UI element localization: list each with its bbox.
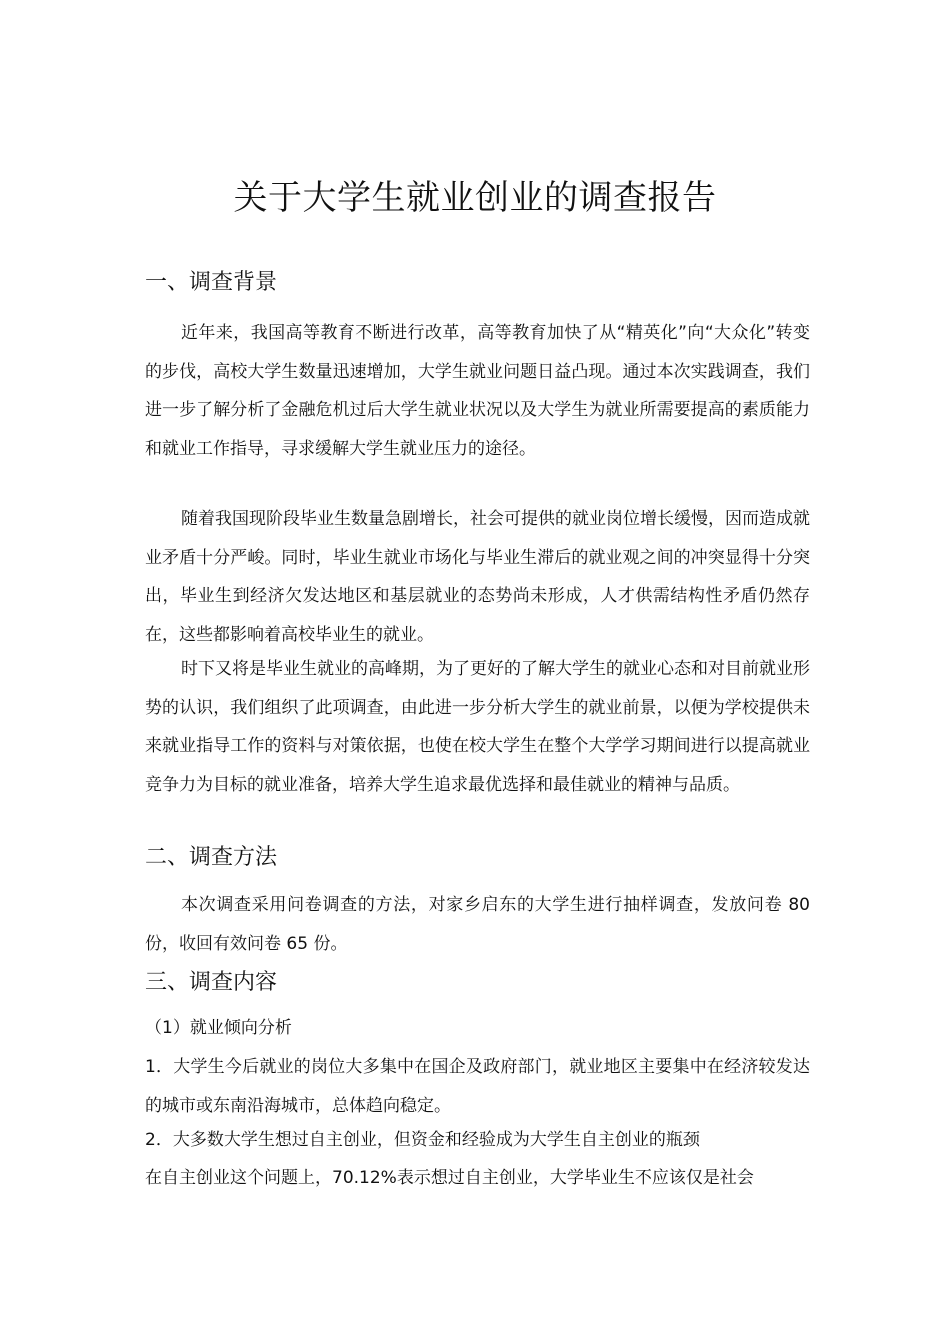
paragraph-background-3: 时下又将是毕业生就业的高峰期，为了更好的了解大学生的就业心态和对目前就业形势的认识，我们组织了此项调查，由此进一步分析大学生的就业前景，以便为学校提供未来就业指导工作的资料与对策依据，也使在校大学生在整个大学学习期间进行以提高就业竞争力为目标的就业准备，培养大学生追求最优选择和最佳就业的精神与品质。 [145, 659, 810, 795]
section-heading-method: 二、调查方法 [145, 845, 278, 870]
document-title: 关于大学生就业创业的调查报告 [233, 177, 717, 218]
paragraph-background-1: 近年来，我国高等教育不断进行改革，高等教育加快了从“精英化”向“大众化”转变的步伐，高校大学生数量迅速增加，大学生就业问题日益凸现。通过本次实践调查，我们进一步了解分析了金融危机过后大学生就业状况以及大学生为就业所需要提高的素质能力和就业工作指导，寻求缓解大学生就业压力的途径。 [145, 323, 810, 459]
section-heading-content: 三、调查内容 [145, 970, 278, 995]
section-heading-background: 一、调查背景 [145, 270, 278, 295]
list-item-2-text: 在自主创业这个问题上，70.12%表示想过自主创业，大学毕业生不应该仅是社会 [145, 1168, 754, 1188]
paragraph-background-2: 随着我国现阶段毕业生数量急剧增长，社会可提供的就业岗位增长缓慢，因而造成就业矛盾十分严峻。同时，毕业生就业市场化与毕业生滞后的就业观之间的冲突显得十分突出，毕业生到经济欠发达地区和基层就业的态势尚未形成，人才供需结构性矛盾仍然存在，这些都影响着高校毕业生的就业。 [145, 509, 810, 645]
list-item-1: 1．大学生今后就业的岗位大多集中在国企及政府部门，就业地区主要集中在经济较发达的城市或东南沿海城市，总体趋向稳定。 [145, 1057, 810, 1116]
list-item-2: 2．大多数大学生想过自主创业，但资金和经验成为大学生自主创业的瓶颈 [145, 1130, 700, 1150]
subsection-employment-tendency: （1）就业倾向分析 [145, 1018, 292, 1038]
paragraph-method: 本次调查采用问卷调查的方法，对家乡启东的大学生进行抽样调查，发放问卷 80 份，收回有效问卷 65 份。 [145, 895, 810, 954]
